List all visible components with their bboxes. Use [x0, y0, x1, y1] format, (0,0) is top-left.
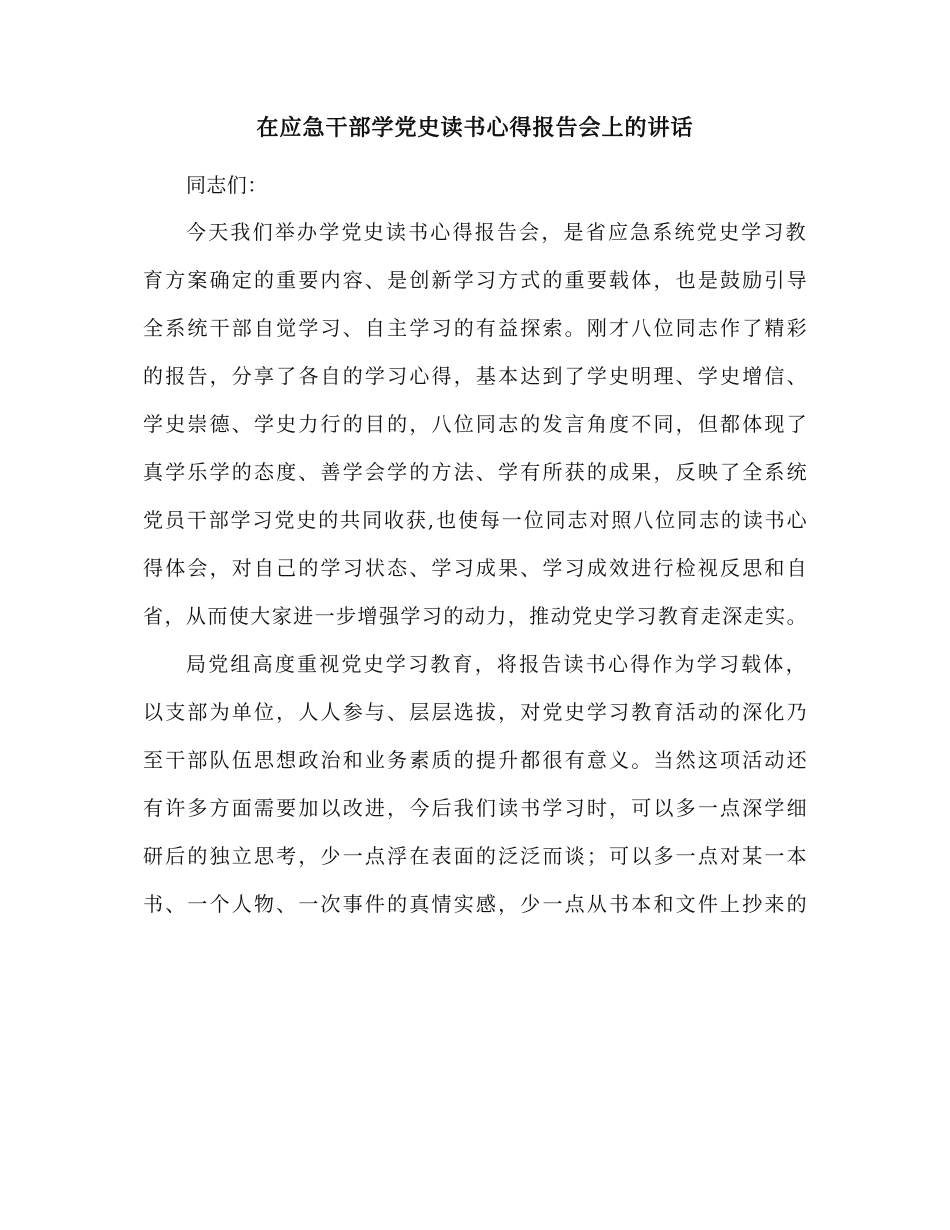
paragraph-1-line-1: 今天我们举办学党史读书心得报告会，是省应急系统党史学习教	[186, 220, 806, 244]
paragraph-1-line-4: 的报告，分享了各自的学习心得，基本达到了学史明理、学史增信、	[143, 364, 807, 388]
paragraph-2-line-2: 以支部为单位，人人参与、层层选拔，对党史学习教育活动的深化乃	[143, 700, 807, 724]
paragraph-1-line-5: 学史崇德、学史力行的目的，八位同志的发言角度不同，但都体现了	[143, 412, 807, 436]
paragraph-1-line-2: 育方案确定的重要内容、是创新学习方式的重要载体，也是鼓励引导	[143, 268, 807, 292]
paragraph-1-line-9: 省，从而使大家进一步增强学习的动力，推动党史学习教育走深走实。	[143, 604, 807, 628]
paragraph-1-line-8: 得体会，对自己的学习状态、学习成果、学习成效进行检视反思和自	[143, 556, 807, 580]
paragraph-2-line-4: 有许多方面需要加以改进，今后我们读书学习时，可以多一点深学细	[143, 796, 807, 820]
paragraph-2-line-1: 局党组高度重视党史学习教育，将报告读书心得作为学习载体，	[186, 652, 806, 676]
paragraph-2-line-3: 至干部队伍思想政治和业务素质的提升都很有意义。当然这项活动还	[143, 748, 807, 772]
paragraph-2-line-6: 书、一个人物、一次事件的真情实感，少一点从书本和文件上抄来的	[143, 892, 807, 916]
salutation: 同志们：	[186, 173, 268, 197]
document-title: 在应急干部学党史读书心得报告会上的讲话	[256, 115, 694, 141]
paragraph-2-line-5: 研后的独立思考，少一点浮在表面的泛泛而谈；可以多一点对某一本	[143, 844, 807, 868]
paragraph-1-line-6: 真学乐学的态度、善学会学的方法、学有所获的成果，反映了全系统	[143, 460, 807, 484]
paragraph-1-line-7: 党员干部学习党史的共同收获,也使每一位同志对照八位同志的读书心	[143, 508, 807, 532]
paragraph-1-line-3: 全系统干部自觉学习、自主学习的有益探索。刚才八位同志作了精彩	[143, 316, 807, 340]
